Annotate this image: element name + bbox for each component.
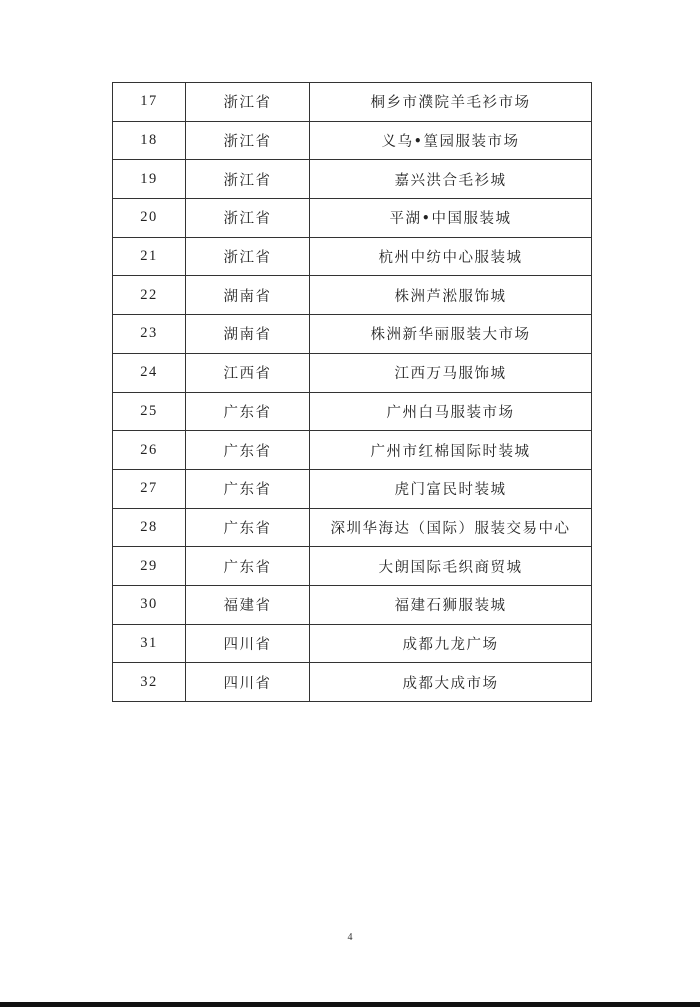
table-row [113,508,592,547]
table-row [113,83,592,122]
row-number: 25 [113,392,186,431]
table-row [113,237,592,276]
row-province: 广东省 [186,431,310,470]
market-table [112,82,592,702]
row-province: 广东省 [186,469,310,508]
table-row [113,160,592,199]
row-province: 浙江省 [186,121,310,160]
table-row [113,585,592,624]
row-province: 福建省 [186,585,310,624]
row-number: 17 [113,83,186,122]
row-market-name: 福建石狮服装城 [310,585,592,624]
row-number: 22 [113,276,186,315]
row-province: 广东省 [186,508,310,547]
table-row [113,431,592,470]
table-row [113,392,592,431]
row-number: 29 [113,547,186,586]
row-number: 23 [113,315,186,354]
row-province: 浙江省 [186,83,310,122]
row-number: 18 [113,121,186,160]
row-market-name: 株洲新华丽服装大市场 [310,315,592,354]
row-province: 四川省 [186,663,310,702]
row-market-name: 桐乡市濮院羊毛衫市场 [310,83,592,122]
table-row [113,547,592,586]
row-province: 广东省 [186,547,310,586]
row-number: 26 [113,431,186,470]
row-province: 江西省 [186,353,310,392]
row-province: 广东省 [186,392,310,431]
row-market-name: 深圳华海达（国际）服装交易中心 [310,508,592,547]
table-row [113,663,592,702]
row-province: 浙江省 [186,237,310,276]
table-row [113,121,592,160]
row-province: 四川省 [186,624,310,663]
row-number: 27 [113,469,186,508]
row-market-name: 大朗国际毛织商贸城 [310,547,592,586]
row-number: 19 [113,160,186,199]
row-market-name: 广州白马服装市场 [310,392,592,431]
row-market-name: 成都九龙广场 [310,624,592,663]
row-market-name: 广州市红棉国际时装城 [310,431,592,470]
row-number: 24 [113,353,186,392]
row-market-name: 江西万马服饰城 [310,353,592,392]
row-market-name: 虎门富民时装城 [310,469,592,508]
table-row [113,199,592,238]
row-province: 浙江省 [186,199,310,238]
row-number: 28 [113,508,186,547]
row-number: 21 [113,237,186,276]
page-bottom-border [0,1002,700,1007]
row-market-name: 成都大成市场 [310,663,592,702]
row-number: 20 [113,199,186,238]
row-market-name: 株洲芦淞服饰城 [310,276,592,315]
row-market-name: 嘉兴洪合毛衫城 [310,160,592,199]
table-row [113,315,592,354]
row-province: 浙江省 [186,160,310,199]
row-market-name: 平湖•中国服装城 [310,199,592,238]
table-row [113,353,592,392]
row-market-name: 杭州中纺中心服装城 [310,237,592,276]
row-market-name: 义乌•篁园服装市场 [310,121,592,160]
row-number: 31 [113,624,186,663]
row-province: 湖南省 [186,276,310,315]
table-row [113,469,592,508]
table-row [113,624,592,663]
row-province: 湖南省 [186,315,310,354]
page-number: 4 [347,932,353,943]
row-number: 30 [113,585,186,624]
table-row [113,276,592,315]
row-number: 32 [113,663,186,702]
